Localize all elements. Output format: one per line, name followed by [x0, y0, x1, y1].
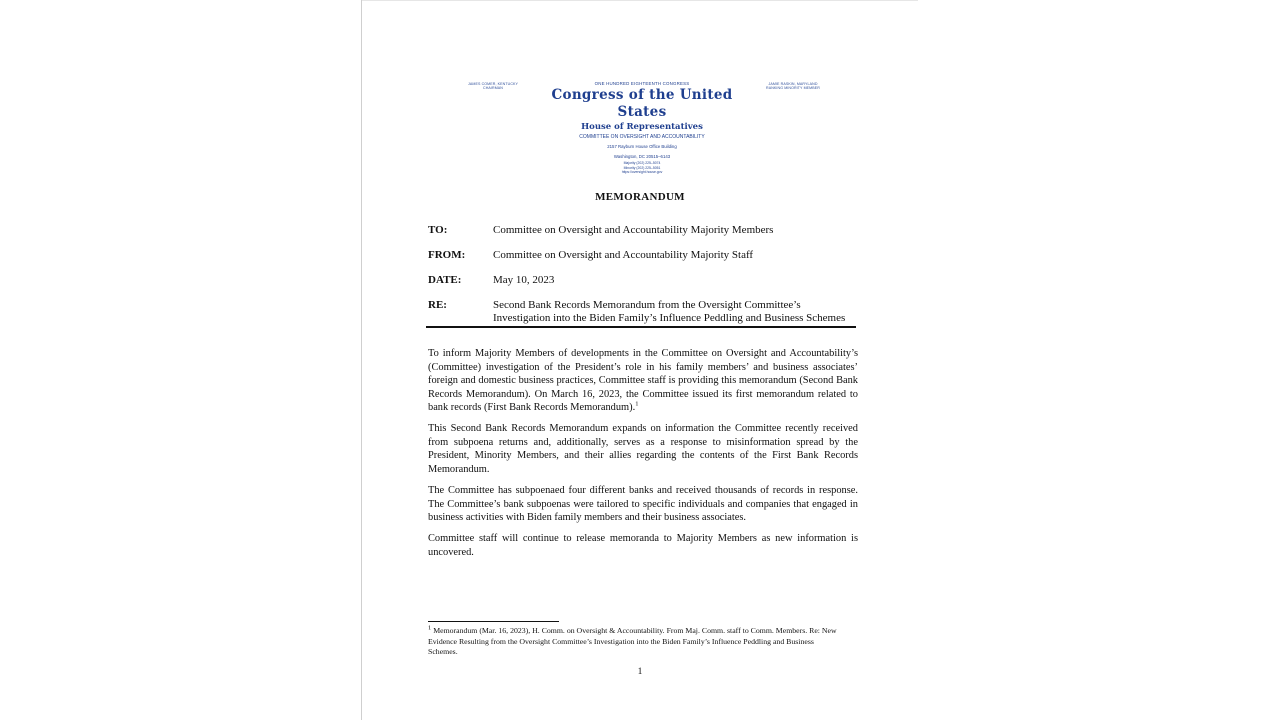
paragraph-3: The Committee has subpoenaed four different banks and received thousands of records in response. The Committee’s bank subpoenas were tailored to specific individuals and companies that engaged in business activities with Biden family members and their business associates. — [428, 485, 858, 523]
letterhead — [532, 81, 752, 175]
paragraph-1 — [428, 347, 858, 415]
paragraph-4: Committee staff will continue to release memoranda to Majority Members as new information is uncovered. — [428, 533, 858, 558]
memo-title: MEMORANDUM — [595, 191, 685, 203]
paragraph-2: This Second Bank Records Memorandum expands on information the Committee recently received from subpoena returns and, additionally, serves as a response to misinformation spread by the President, Minority Members, and their allies regarding the contents of the First Bank Records Memorandum. — [428, 423, 858, 475]
to-label: TO: — [428, 224, 448, 236]
ranking-member-name: JAMIE RASKIN, MARYLAND — [768, 82, 818, 86]
to-value: Committee on Oversight and Accountability Majority Members — [493, 224, 774, 236]
paragraph-1-text: To inform Majority Members of developments in the Committee on Oversight and Accountability’s (Committee) investigation of the President’s role in his family members’ and business associates’ foreign and domestic business practices, Committee staff is providing this memorandum (Second Bank Records Memorandum). On March 16, 2023, the Committee issued its first memorandum related to bank records (First Bank Records Memorandum). — [428, 348, 858, 413]
website: https://oversight.house.gov — [621, 170, 663, 175]
letterhead-ranking-member — [758, 82, 828, 91]
date-value: May 10, 2023 — [493, 274, 555, 286]
header-divider — [426, 326, 856, 328]
footnote-text: Memorandum (Mar. 16, 2023), H. Comm. on Oversight & Accountability. From Maj. Comm. staff to Comm. Members. Re: New Evidence Resulting from the Oversight Committee’s Investigation into the Biden Family’s Influence Peddling and Business Schemes. — [428, 626, 837, 656]
re-line-2: Investigation into the Biden Family’s Influence Peddling and Business Schemes — [493, 311, 846, 324]
re-line-1: Second Bank Records Memorandum from the Oversight Committee’s — [493, 299, 801, 311]
footnote — [428, 626, 840, 658]
chairman-name: JAMES COMER, KENTUCKY — [467, 82, 519, 86]
address-line-1: 2157 Rayburn House Office Building — [607, 144, 677, 149]
address-line-2: Washington, DC 20515–6143 — [613, 153, 671, 159]
ranking-member-title: RANKING MINORITY MEMBER — [766, 86, 820, 91]
from-label: FROM: — [428, 249, 466, 261]
house-title: House of Representatives — [581, 122, 703, 132]
congress-number: ONE HUNDRED EIGHTEENTH CONGRESS — [594, 81, 690, 86]
footnote-reference[interactable]: 1 — [635, 400, 639, 408]
chairman-title: CHAIRMAN — [483, 86, 503, 91]
re-value — [493, 299, 893, 324]
footnote-divider — [428, 621, 559, 622]
page-number: 1 — [637, 667, 643, 677]
footnote-number: 1 — [428, 624, 432, 632]
letterhead-chairman — [458, 82, 528, 91]
committee-name: COMMITTEE ON OVERSIGHT AND ACCOUNTABILITY — [579, 134, 705, 140]
re-label: RE: — [428, 299, 447, 311]
phone-majority: Majority (202) 225–5074 — [623, 161, 661, 165]
phone-minority: Minority (202) 225–5051 — [623, 165, 661, 170]
congress-title: Congress of the United States — [551, 87, 733, 120]
document-page — [362, 0, 918, 721]
date-label: DATE: — [428, 274, 462, 286]
from-value: Committee on Oversight and Accountability Majority Staff — [493, 249, 754, 261]
